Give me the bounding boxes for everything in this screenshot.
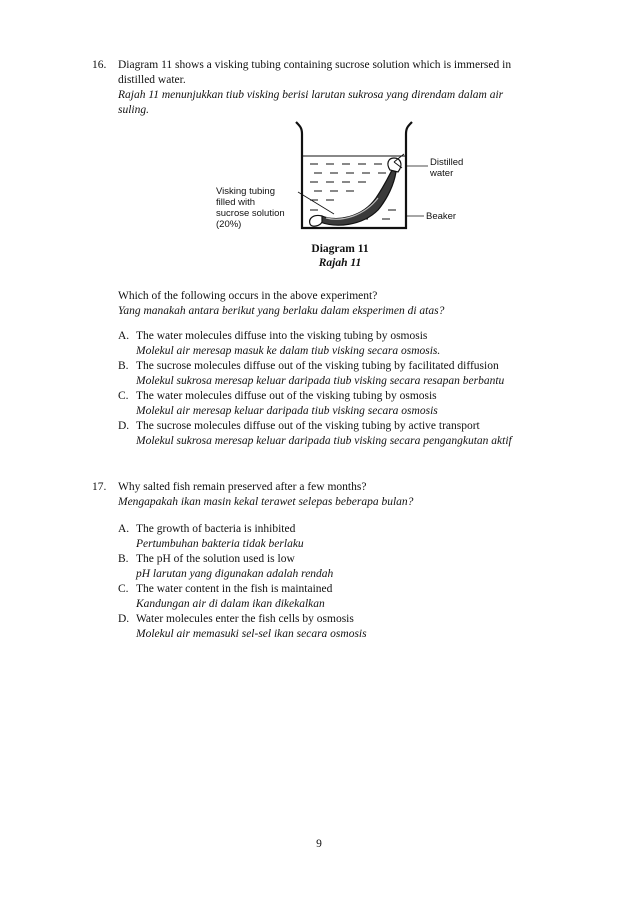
option-c — [118, 389, 562, 419]
option-letter: D. — [118, 613, 130, 625]
option-c — [118, 582, 562, 612]
option-malay: Pertumbuhan bakteria tidak berlaku — [136, 538, 304, 550]
option-english: The sucrose molecules diffuse out of the visking tubing by facilitated diffusion — [136, 360, 499, 372]
diagram-visking-tubing — [210, 118, 470, 238]
option-d — [118, 612, 562, 642]
leader-tube — [298, 192, 334, 214]
option-english: The pH of the solution used is low — [136, 553, 295, 565]
label-water: water — [430, 168, 454, 179]
label-beaker: Beaker — [426, 211, 457, 222]
stem-malay-cont: suling. — [118, 104, 149, 116]
stem-malay: Rajah 11 menunjukkan tiub visking berisi larutan sukrosa yang direndam dalam air — [118, 89, 504, 101]
option-b — [118, 359, 562, 389]
option-malay: Molekul air meresap masuk ke dalam tiub visking secara osmosis. — [136, 345, 441, 357]
stem-english: Diagram 11 shows a visking tubing containing sucrose solution which is immersed in — [118, 59, 512, 71]
label-distilled: Distilled — [430, 157, 464, 168]
option-malay: Molekul sukrosa meresap keluar daripada tiub visking secara pengangkutan aktif — [136, 435, 512, 447]
label-sucrose-solution: sucrose solution — [216, 208, 285, 219]
option-malay: Molekul air memasuki sel-sel ikan secara osmosis — [136, 628, 367, 640]
question-number: 16. — [92, 59, 107, 71]
option-english: The water molecules diffuse into the visking tubing by osmosis — [136, 330, 428, 342]
label-visking-tubing: Visking tubing — [216, 186, 275, 197]
label-filled-with: filled with — [216, 197, 256, 208]
question-number: 17. — [92, 481, 107, 493]
option-a — [118, 522, 562, 552]
question-17 — [92, 480, 562, 642]
option-english: The growth of bacteria is inhibited — [136, 523, 296, 535]
question-malay: Yang manakah antara berikut yang berlaku dalam eksperimen di atas? — [118, 305, 445, 317]
option-d — [118, 419, 562, 449]
option-letter: C. — [118, 583, 129, 595]
tube-knot-top — [388, 158, 401, 172]
option-english: The sucrose molecules diffuse out of the visking tubing by active transport — [136, 420, 480, 432]
option-letter: A. — [118, 330, 130, 342]
visking-tube — [320, 170, 396, 225]
question-english: Which of the following occurs in the above experiment? — [118, 290, 378, 302]
option-english: Water molecules enter the fish cells by osmosis — [136, 613, 354, 625]
question-16 — [92, 58, 562, 118]
label-concentration: (20%) — [216, 219, 242, 230]
stem-english: Why salted fish remain preserved after a few months? — [118, 481, 367, 493]
question-16-body — [92, 289, 562, 449]
question-16-stem — [92, 58, 562, 118]
option-letter: D. — [118, 420, 130, 432]
options-list — [92, 329, 562, 449]
page-number: 9 — [316, 838, 322, 850]
tube-knot-bottom — [310, 215, 322, 226]
option-malay: Molekul air meresap keluar daripada tiub visking secara osmosis — [136, 405, 438, 417]
option-letter: C. — [118, 390, 129, 402]
caption-english: Diagram 11 — [311, 243, 369, 255]
option-english: The water molecules diffuse out of the visking tubing by osmosis — [136, 390, 437, 402]
stem-english-cont: distilled water. — [118, 74, 186, 86]
option-letter: B. — [118, 553, 129, 565]
question-17-stem — [92, 480, 562, 510]
option-letter: B. — [118, 360, 129, 372]
option-letter: A. — [118, 523, 130, 535]
stem-malay: Mengapakah ikan masin kekal terawet selepas beberapa bulan? — [118, 496, 414, 508]
options-list — [92, 522, 562, 642]
caption-malay: Rajah 11 — [318, 257, 362, 269]
option-malay: Molekul sukrosa meresap keluar daripada tiub visking secara resapan berbantu — [136, 375, 505, 387]
option-b — [118, 552, 562, 582]
option-malay: Kandungan air di dalam ikan dikekalkan — [136, 598, 325, 610]
option-malay: pH larutan yang digunakan adalah rendah — [136, 568, 334, 580]
option-a — [118, 329, 562, 359]
option-english: The water content in the fish is maintained — [136, 583, 333, 595]
